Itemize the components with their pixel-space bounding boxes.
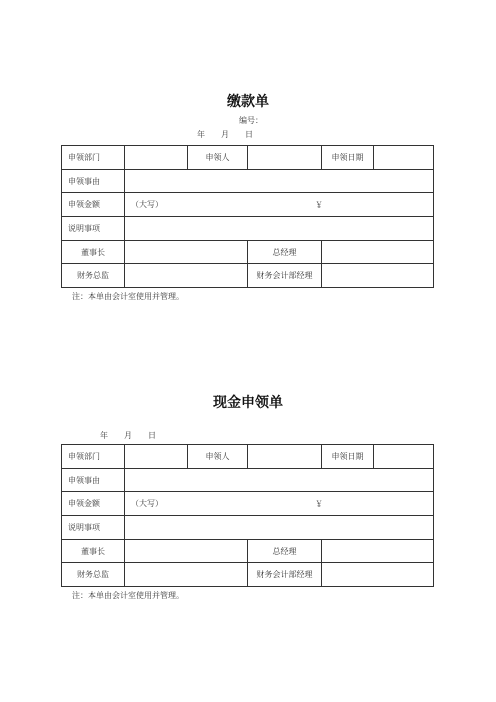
- form1-row-dept: [62, 146, 434, 170]
- form1-row-director: [62, 264, 434, 288]
- form1-reason-label: 申领事由: [62, 169, 125, 193]
- form2-notes-label: 说明事项: [62, 516, 125, 540]
- form2-table: [61, 444, 434, 587]
- form1-director-field[interactable]: [125, 264, 248, 288]
- form2-fin-manager-field[interactable]: [322, 563, 434, 587]
- form1-director-label: 财务总监: [62, 264, 125, 288]
- form2-chairman-label: 董事长: [62, 539, 125, 563]
- form2-director-label: 财务总监: [62, 563, 125, 587]
- form2-footnote: 注：本单由会计室使用并管理。: [72, 591, 184, 600]
- form1-date-field[interactable]: [374, 146, 434, 170]
- form1-fin-manager-field[interactable]: [322, 264, 434, 288]
- form1-number-label: 编号：: [239, 116, 263, 125]
- form2-applicant-field[interactable]: [248, 445, 322, 469]
- form2-date-line: 年 月 日: [100, 431, 156, 440]
- form2-chairman-field[interactable]: [125, 539, 248, 563]
- form2-gm-label: 总经理: [248, 539, 322, 563]
- form2-dept-field[interactable]: [125, 445, 188, 469]
- form1-row-notes: [62, 217, 434, 241]
- form2-row-amount: [62, 492, 434, 516]
- form2-date-label: 申领日期: [322, 445, 374, 469]
- form2-row-dept: [62, 445, 434, 469]
- form1-gm-label: 总经理: [248, 240, 322, 264]
- form1-daxie-label: （大写）: [131, 200, 163, 210]
- form2-yen-sign: ￥: [315, 499, 323, 509]
- form2-title: 现金申领单: [213, 395, 283, 411]
- form2-amount-field[interactable]: [125, 492, 434, 516]
- form1-chairman-label: 董事长: [62, 240, 125, 264]
- form2-applicant-label: 申领人: [188, 445, 248, 469]
- form1-yen-sign: ￥: [315, 200, 323, 210]
- form1-dept-field[interactable]: [125, 146, 188, 170]
- form1-table: [61, 145, 434, 288]
- form2-row-notes: [62, 516, 434, 540]
- form1-footnote: 注：本单由会计室使用并管理。: [72, 292, 184, 301]
- form2-daxie-label: （大写）: [131, 499, 163, 509]
- form1-fin-manager-label: 财务会计部经理: [248, 264, 322, 288]
- form2-director-field[interactable]: [125, 563, 248, 587]
- form1-title: 缴款单: [227, 94, 269, 110]
- form1-row-reason: [62, 169, 434, 193]
- form2-row-director: [62, 563, 434, 587]
- form1-date-label: 申领日期: [322, 146, 374, 170]
- form1-reason-field[interactable]: [125, 169, 434, 193]
- form1-row-amount: [62, 193, 434, 217]
- form2-row-reason: [62, 468, 434, 492]
- form1-applicant-field[interactable]: [248, 146, 322, 170]
- form2-row-chairman: [62, 539, 434, 563]
- form1-notes-field[interactable]: [125, 217, 434, 241]
- form1-date-line: 年 月 日: [197, 130, 253, 139]
- form2-reason-field[interactable]: [125, 468, 434, 492]
- form2-notes-field[interactable]: [125, 516, 434, 540]
- form1-dept-label: 申领部门: [62, 146, 125, 170]
- form1-chairman-field[interactable]: [125, 240, 248, 264]
- form2-dept-label: 申领部门: [62, 445, 125, 469]
- form1-applicant-label: 申领人: [188, 146, 248, 170]
- form2-reason-label: 申领事由: [62, 468, 125, 492]
- form2-gm-field[interactable]: [322, 539, 434, 563]
- form2-fin-manager-label: 财务会计部经理: [248, 563, 322, 587]
- form1-gm-field[interactable]: [322, 240, 434, 264]
- form2-date-field[interactable]: [374, 445, 434, 469]
- form1-amount-label: 申领金额: [62, 193, 125, 217]
- form1-amount-field[interactable]: [125, 193, 434, 217]
- form1-notes-label: 说明事项: [62, 217, 125, 241]
- form1-row-chairman: [62, 240, 434, 264]
- form2-amount-label: 申领金额: [62, 492, 125, 516]
